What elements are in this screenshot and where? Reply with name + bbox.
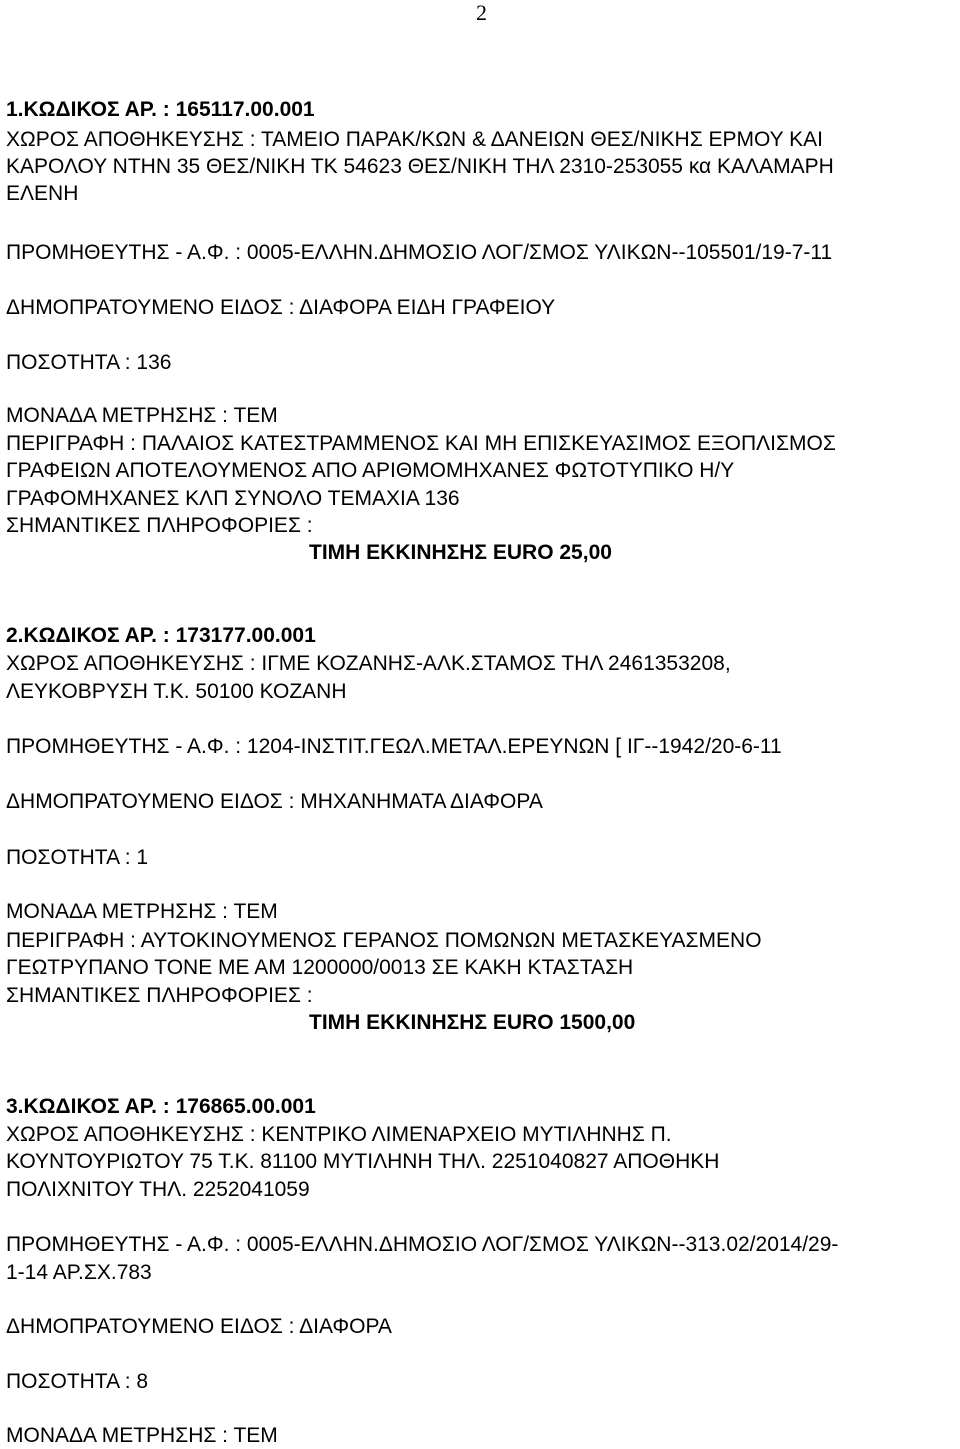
description-line: ΓΡΑΦΟΜΗΧΑΝΕΣ ΚΛΠ ΣΥΝΟΛΟ ΤΕΜΑΧΙΑ 136 — [6, 487, 460, 510]
quantity-line: ΠΟΣΟΤΗΤΑ : 8 — [6, 1370, 149, 1393]
supplier-line: 1-14 ΑΡ.ΣΧ.783 — [6, 1261, 152, 1284]
quantity-line: ΠΟΣΟΤΗΤΑ : 136 — [6, 351, 172, 374]
supplier-line: ΠΡΟΜΗΘΕΥΤΗΣ - Α.Φ. : 0005-ΕΛΛΗΝ.ΔΗΜΟΣΙΟ ΛΟΓ/ΣΜΟΣ ΥΛΙΚΩΝ--313.02/2014/29- — [6, 1233, 839, 1256]
storage-line: ΧΩΡΟΣ ΑΠΟΘΗΚΕΥΣΗΣ : ΤΑΜΕΙΟ ΠΑΡΑΚ/ΚΩΝ & ΔΑΝΕΙΩΝ ΘΕΣ/ΝΙΚΗΣ ΕΡΜΟΥ ΚΑΙ — [6, 128, 823, 151]
notes-line: ΣΗΜΑΝΤΙΚΕΣ ΠΛΗΡΟΦΟΡΙΕΣ : — [6, 984, 313, 1007]
entry-code: 3.ΚΩΔΙΚΟΣ ΑΡ. : 176865.00.001 — [6, 1095, 316, 1118]
storage-line: ΛΕΥΚΟΒΡΥΣΗ Τ.Κ. 50100 ΚΟΖΑΝΗ — [6, 680, 347, 703]
storage-line: ΧΩΡΟΣ ΑΠΟΘΗΚΕΥΣΗΣ : ΚΕΝΤΡΙΚΟ ΛΙΜΕΝΑΡΧΕΙΟ ΜΥΤΙΛΗΝΗΣ Π. — [6, 1123, 672, 1146]
storage-line: ΠΟΛΙΧΝΙΤΟΥ ΤΗΛ. 2252041059 — [6, 1178, 310, 1201]
quantity-line: ΠΟΣΟΤΗΤΑ : 1 — [6, 846, 149, 869]
entry-code: 2.ΚΩΔΙΚΟΣ ΑΡ. : 173177.00.001 — [6, 624, 316, 647]
unit-line: ΜΟΝΑΔΑ ΜΕΤΡΗΣΗΣ : ΤΕΜ — [6, 900, 278, 923]
notes-line: ΣΗΜΑΝΤΙΚΕΣ ΠΛΗΡΟΦΟΡΙΕΣ : — [6, 514, 313, 537]
storage-line: ΚΑΡΟΛΟΥ ΝΤΗΝ 35 ΘΕΣ/ΝΙΚΗ ΤΚ 54623 ΘΕΣ/ΝΙΚΗ ΤΗΛ 2310-253055 κα ΚΑΛΑΜΑΡΗ — [6, 155, 834, 178]
storage-line: ΕΛΕΝΗ — [6, 182, 79, 205]
description-line: ΓΕΩΤΡΥΠΑΝΟ ΤΟΝΕ ΜΕ ΑΜ 1200000/0013 ΣΕ ΚΑΚΗ ΚΤΑΣΤΑΣΗ — [6, 956, 634, 979]
description-line: ΠΕΡΙΓΡΑΦΗ : ΠΑΛΑΙΟΣ ΚΑΤΕΣΤΡΑΜΜΕΝΟΣ ΚΑΙ ΜΗ ΕΠΙΣΚΕΥΑΣΙΜΟΣ ΕΞΟΠΛΙΣΜΟΣ — [6, 432, 836, 455]
item-line: ΔΗΜΟΠΡΑΤΟΥΜΕΝΟ ΕΙΔΟΣ : ΔΙΑΦΟΡΑ ΕΙΔΗ ΓΡΑΦΕΙΟΥ — [6, 296, 556, 319]
supplier-line: ΠΡΟΜΗΘΕΥΤΗΣ - Α.Φ. : 0005-ΕΛΛΗΝ.ΔΗΜΟΣΙΟ ΛΟΓ/ΣΜΟΣ ΥΛΙΚΩΝ--105501/19-7-11 — [6, 241, 833, 264]
price-line: ΤΙΜΗ ΕΚΚΙΝΗΣΗΣ EURO 1500,00 — [309, 1011, 636, 1034]
item-line: ΔΗΜΟΠΡΑΤΟΥΜΕΝΟ ΕΙΔΟΣ : ΔΙΑΦΟΡΑ — [6, 1315, 392, 1338]
unit-line: ΜΟΝΑΔΑ ΜΕΤΡΗΣΗΣ : ΤΕΜ — [6, 1424, 278, 1447]
storage-line: ΧΩΡΟΣ ΑΠΟΘΗΚΕΥΣΗΣ : ΙΓΜΕ ΚΟΖΑΝΗΣ-ΑΛΚ.ΣΤΑΜΟΣ ΤΗΛ 2461353208, — [6, 652, 731, 675]
item-line: ΔΗΜΟΠΡΑΤΟΥΜΕΝΟ ΕΙΔΟΣ : ΜΗΧΑΝΗΜΑΤΑ ΔΙΑΦΟΡΑ — [6, 790, 543, 813]
supplier-line: ΠΡΟΜΗΘΕΥΤΗΣ - Α.Φ. : 1204-ΙΝΣΤΙΤ.ΓΕΩΛ.ΜΕΤΑΛ.ΕΡΕΥΝΩΝ [ ΙΓ--1942/20-6-11 — [6, 735, 782, 758]
storage-line: ΚΟΥΝΤΟΥΡΙΩΤΟΥ 75 Τ.Κ. 81100 ΜΥΤΙΛΗΝΗ ΤΗΛ. 2251040827 ΑΠΟΘΗΚΗ — [6, 1150, 720, 1173]
entry-code: 1.ΚΩΔΙΚΟΣ ΑΡ. : 165117.00.001 — [6, 98, 315, 121]
price-line: ΤΙΜΗ ΕΚΚΙΝΗΣΗΣ EURO 25,00 — [309, 541, 612, 564]
description-line: ΓΡΑΦΕΙΩΝ ΑΠΟΤΕΛΟΥΜΕΝΟΣ ΑΠΟ ΑΡΙΘΜΟΜΗΧΑΝΕΣ ΦΩΤΟΤΥΠΙΚΟ Η/Υ — [6, 459, 735, 482]
description-line: ΠΕΡΙΓΡΑΦΗ : ΑΥΤΟΚΙΝΟΥΜΕΝΟΣ ΓΕΡΑΝΟΣ ΠΟΜΩΝΩΝ ΜΕΤΑΣΚΕΥΑΣΜΕΝΟ — [6, 929, 762, 952]
unit-line: ΜΟΝΑΔΑ ΜΕΤΡΗΣΗΣ : ΤΕΜ — [6, 404, 278, 427]
page-number: 2 — [476, 0, 487, 25]
